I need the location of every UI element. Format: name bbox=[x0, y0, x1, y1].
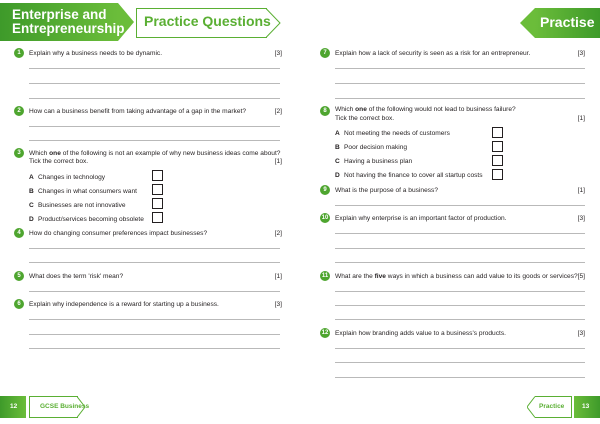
question-marks: [1] bbox=[274, 273, 282, 280]
option-letter: B bbox=[335, 144, 340, 151]
option-text: Not having the finance to cover all startup costs bbox=[344, 172, 483, 179]
answer-line[interactable] bbox=[335, 377, 585, 378]
practise-tab-arrow bbox=[520, 8, 535, 38]
option-text: Changes in technology bbox=[38, 174, 106, 181]
question-text: How can a business benefit from taking advantage of a gap in the market? bbox=[29, 108, 246, 115]
question-number: 1 bbox=[14, 48, 24, 58]
answer-line[interactable] bbox=[335, 362, 585, 363]
question-marks: [3] bbox=[577, 330, 585, 337]
answer-line[interactable] bbox=[335, 233, 585, 234]
question-marks: [1] bbox=[577, 115, 585, 122]
question-marks: [3] bbox=[274, 301, 282, 308]
answer-line[interactable] bbox=[335, 305, 585, 306]
question-marks: [2] bbox=[274, 230, 282, 237]
option-letter: C bbox=[29, 202, 34, 209]
question-marks: [1] bbox=[274, 158, 282, 165]
option-letter: C bbox=[335, 158, 340, 165]
right-page-number: 13 bbox=[582, 403, 590, 410]
answer-line[interactable] bbox=[29, 83, 280, 84]
question-text: Which one of the following would not lead to business failure? bbox=[335, 106, 516, 113]
answer-line[interactable] bbox=[29, 319, 280, 320]
question-text: What is the purpose of a business? bbox=[335, 187, 438, 194]
question-number: 12 bbox=[321, 330, 329, 336]
question-text: What does the term 'risk' mean? bbox=[29, 273, 124, 280]
section-title: Practice Questions bbox=[144, 13, 271, 29]
option-letter: A bbox=[29, 174, 34, 181]
answer-line[interactable] bbox=[29, 262, 280, 263]
option-text: Not meeting the needs of customers bbox=[344, 130, 450, 137]
option-letter: A bbox=[335, 130, 340, 137]
question-text: How do changing consumer preferences impact businesses? bbox=[29, 230, 208, 237]
right-footer-label: Practice bbox=[539, 403, 565, 410]
question-number: 8 bbox=[320, 106, 330, 116]
question-marks: [3] bbox=[274, 50, 282, 57]
question-marks: [3] bbox=[577, 215, 585, 222]
tick-box[interactable] bbox=[152, 212, 163, 223]
subject-title bbox=[12, 8, 125, 36]
question-number: 4 bbox=[14, 228, 24, 238]
option-text: Having a business plan bbox=[344, 158, 413, 165]
question-number: 10 bbox=[321, 215, 329, 221]
question-number: 7 bbox=[320, 48, 330, 58]
question-marks: [1] bbox=[577, 187, 585, 194]
answer-line[interactable] bbox=[335, 205, 585, 206]
question-number: 11 bbox=[321, 273, 329, 279]
answer-line[interactable] bbox=[29, 334, 280, 335]
option-text: Product/services becoming obsolete bbox=[38, 216, 144, 223]
question-marks: [3] bbox=[577, 50, 585, 57]
answer-line[interactable] bbox=[29, 126, 280, 127]
tick-box[interactable] bbox=[152, 184, 163, 195]
subject-title-line2: Entrepreneurship bbox=[12, 21, 125, 36]
left-page-number: 12 bbox=[10, 403, 18, 410]
option-text: Businesses are not innovative bbox=[38, 202, 126, 209]
question-text: Explain why independence is a reward for starting up a business. bbox=[29, 301, 219, 308]
option-letter: B bbox=[29, 188, 34, 195]
tick-box[interactable] bbox=[492, 155, 503, 166]
question-marks: [5] bbox=[577, 273, 585, 280]
answer-line[interactable] bbox=[29, 68, 280, 69]
answer-line[interactable] bbox=[29, 348, 280, 349]
practise-tab-label: Practise bbox=[540, 14, 595, 30]
question-instruction: Tick the correct box. bbox=[29, 158, 89, 165]
answer-line[interactable] bbox=[335, 319, 585, 320]
answer-line[interactable] bbox=[335, 68, 585, 69]
left-footer-label: GCSE Business bbox=[40, 403, 90, 410]
option-letter: D bbox=[335, 172, 340, 179]
question-text: Explain why enterprise is an important factor of production. bbox=[335, 215, 507, 222]
option-letter: D bbox=[29, 216, 34, 223]
answer-line[interactable] bbox=[335, 291, 585, 292]
answer-line[interactable] bbox=[29, 98, 280, 99]
question-text: Explain why a business needs to be dynamic. bbox=[29, 50, 163, 57]
question-text: Explain how branding adds value to a business's products. bbox=[335, 330, 506, 337]
answer-line[interactable] bbox=[335, 83, 585, 84]
question-number: 2 bbox=[14, 106, 24, 116]
question-text: Explain how a lack of security is seen as a risk for an entrepreneur. bbox=[335, 50, 531, 57]
question-number: 5 bbox=[14, 271, 24, 281]
option-text: Poor decision making bbox=[344, 144, 408, 151]
tick-box[interactable] bbox=[492, 127, 503, 138]
tick-box[interactable] bbox=[492, 141, 503, 152]
subject-title-line1: Enterprise and bbox=[12, 7, 107, 22]
answer-line[interactable] bbox=[335, 248, 585, 249]
tick-box[interactable] bbox=[152, 198, 163, 209]
option-text: Changes in what consumers want bbox=[38, 188, 137, 195]
answer-line[interactable] bbox=[29, 291, 280, 292]
answer-line[interactable] bbox=[29, 140, 280, 141]
question-text: What are the five ways in which a business can add value to its goods or services? bbox=[335, 273, 578, 280]
question-number: 9 bbox=[320, 185, 330, 195]
question-marks: [2] bbox=[274, 108, 282, 115]
question-instruction: Tick the correct box. bbox=[335, 115, 395, 122]
answer-line[interactable] bbox=[29, 248, 280, 249]
answer-line[interactable] bbox=[335, 262, 585, 263]
tick-box[interactable] bbox=[152, 170, 163, 181]
answer-line[interactable] bbox=[335, 98, 585, 99]
question-text: Which one of the following is not an example of why new business ideas come about? bbox=[29, 150, 281, 157]
question-number: 6 bbox=[14, 299, 24, 309]
answer-line[interactable] bbox=[335, 348, 585, 349]
tick-box[interactable] bbox=[492, 169, 503, 180]
question-number: 3 bbox=[14, 148, 24, 158]
